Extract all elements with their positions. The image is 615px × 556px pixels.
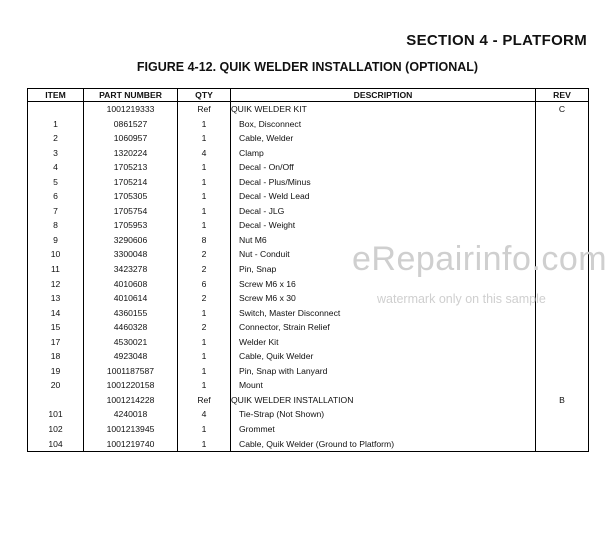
figure-title: FIGURE 4-12. QUIK WELDER INSTALLATION (OPTIONAL) [136, 60, 479, 74]
cell-description: QUIK WELDER KIT [231, 102, 536, 117]
cell-part-number: 1001220158 [84, 378, 178, 393]
cell-rev [536, 146, 589, 161]
cell-qty: 1 [178, 437, 231, 452]
cell-item: 8 [28, 218, 84, 233]
cell-description: Decal - JLG [231, 204, 536, 219]
cell-item: 12 [28, 277, 84, 292]
cell-item: 7 [28, 204, 84, 219]
table-row [28, 160, 589, 175]
cell-qty: 1 [178, 218, 231, 233]
cell-part-number: 4010608 [84, 277, 178, 292]
table-row [28, 175, 589, 190]
cell-item: 15 [28, 320, 84, 335]
cell-qty: 1 [178, 349, 231, 364]
cell-description: Mount [231, 378, 536, 393]
cell-rev [536, 160, 589, 175]
cell-qty: 1 [178, 160, 231, 175]
cell-part-number: 1705213 [84, 160, 178, 175]
cell-part-number: 1001219333 [84, 102, 178, 117]
cell-rev [536, 204, 589, 219]
column-header-description: DESCRIPTION [231, 89, 536, 102]
cell-item: 5 [28, 175, 84, 190]
table-row [28, 364, 589, 379]
cell-item: 17 [28, 335, 84, 350]
cell-description: Cable, Quik Welder [231, 349, 536, 364]
cell-qty: Ref [178, 393, 231, 408]
cell-qty: 2 [178, 291, 231, 306]
cell-description: Clamp [231, 146, 536, 161]
column-header-qty: QTY [178, 89, 231, 102]
table-row [28, 320, 589, 335]
cell-item: 19 [28, 364, 84, 379]
cell-rev [536, 422, 589, 437]
cell-part-number: 1001187587 [84, 364, 178, 379]
cell-part-number: 1001219740 [84, 437, 178, 452]
cell-part-number: 4923048 [84, 349, 178, 364]
cell-item: 6 [28, 189, 84, 204]
cell-part-number: 1705214 [84, 175, 178, 190]
cell-rev [536, 437, 589, 452]
cell-rev [536, 175, 589, 190]
cell-rev [536, 117, 589, 132]
column-header-item: ITEM [28, 89, 84, 102]
cell-rev [536, 349, 589, 364]
cell-description: Screw M6 x 16 [231, 277, 536, 292]
cell-item: 20 [28, 378, 84, 393]
cell-qty: 1 [178, 306, 231, 321]
watermark-text: eRepairinfo.com [352, 240, 608, 278]
cell-item: 102 [28, 422, 84, 437]
cell-item: 4 [28, 160, 84, 175]
cell-rev [536, 320, 589, 335]
cell-description: Connector, Strain Relief [231, 320, 536, 335]
cell-description: Decal - Plus/Minus [231, 175, 536, 190]
cell-item: 10 [28, 247, 84, 262]
cell-qty: 1 [178, 364, 231, 379]
cell-part-number: 1001214228 [84, 393, 178, 408]
cell-part-number: 3423278 [84, 262, 178, 277]
cell-rev: C [536, 102, 589, 117]
table-row [28, 378, 589, 393]
table-row [28, 393, 589, 408]
cell-rev [536, 335, 589, 350]
table-header-row [28, 89, 589, 102]
cell-part-number: 1060957 [84, 131, 178, 146]
cell-part-number: 1320224 [84, 146, 178, 161]
table-row [28, 204, 589, 219]
cell-qty: 8 [178, 233, 231, 248]
cell-qty: 2 [178, 247, 231, 262]
section-title: SECTION 4 - PLATFORM [406, 32, 587, 49]
table-row [28, 117, 589, 132]
cell-rev [536, 378, 589, 393]
cell-part-number: 4240018 [84, 407, 178, 422]
cell-part-number: 4460328 [84, 320, 178, 335]
cell-item: 14 [28, 306, 84, 321]
column-header-part-number: PART NUMBER [84, 89, 178, 102]
cell-description: Tie-Strap (Not Shown) [231, 407, 536, 422]
cell-description: Switch, Master Disconnect [231, 306, 536, 321]
cell-qty: 2 [178, 262, 231, 277]
cell-item: 13 [28, 291, 84, 306]
cell-item: 11 [28, 262, 84, 277]
cell-item: 101 [28, 407, 84, 422]
cell-item: 3 [28, 146, 84, 161]
cell-item: 2 [28, 131, 84, 146]
cell-description: Cable, Quik Welder (Ground to Platform) [231, 437, 536, 452]
cell-qty: 1 [178, 378, 231, 393]
cell-description: Decal - Weight [231, 218, 536, 233]
table-row [28, 146, 589, 161]
cell-part-number: 3290606 [84, 233, 178, 248]
cell-item: 1 [28, 117, 84, 132]
cell-description: Box, Disconnect [231, 117, 536, 132]
cell-part-number: 4010614 [84, 291, 178, 306]
cell-description: Cable, Welder [231, 131, 536, 146]
cell-rev [536, 364, 589, 379]
cell-part-number: 4360155 [84, 306, 178, 321]
cell-qty: 1 [178, 422, 231, 437]
cell-qty: 1 [178, 189, 231, 204]
cell-description: Decal - Weld Lead [231, 189, 536, 204]
cell-qty: 1 [178, 117, 231, 132]
table-row [28, 422, 589, 437]
cell-part-number: 1001213945 [84, 422, 178, 437]
cell-part-number: 1705754 [84, 204, 178, 219]
cell-description: Pin, Snap with Lanyard [231, 364, 536, 379]
cell-qty: 1 [178, 131, 231, 146]
table-row [28, 437, 589, 452]
cell-item: 18 [28, 349, 84, 364]
cell-part-number: 0861527 [84, 117, 178, 132]
cell-description: QUIK WELDER INSTALLATION [231, 393, 536, 408]
cell-description: Nut - Conduit [231, 247, 536, 262]
table-row [28, 102, 589, 117]
cell-item [28, 102, 84, 117]
cell-qty: 2 [178, 320, 231, 335]
table-row [28, 218, 589, 233]
cell-part-number: 3300048 [84, 247, 178, 262]
column-header-rev: REV [536, 89, 589, 102]
cell-rev [536, 306, 589, 321]
watermark-subtext: watermark only on this sample [377, 292, 546, 306]
cell-rev [536, 189, 589, 204]
table-row [28, 131, 589, 146]
cell-qty: 4 [178, 146, 231, 161]
cell-rev [536, 218, 589, 233]
cell-qty: 6 [178, 277, 231, 292]
cell-part-number: 1705953 [84, 218, 178, 233]
cell-item: 104 [28, 437, 84, 452]
cell-description: Screw M6 x 30 [231, 291, 536, 306]
cell-qty: 1 [178, 175, 231, 190]
cell-qty: 4 [178, 407, 231, 422]
cell-description: Welder Kit [231, 335, 536, 350]
table-row [28, 189, 589, 204]
table-row [28, 306, 589, 321]
cell-part-number: 1705305 [84, 189, 178, 204]
cell-part-number: 4530021 [84, 335, 178, 350]
cell-qty: 1 [178, 204, 231, 219]
cell-item: 9 [28, 233, 84, 248]
table-row [28, 349, 589, 364]
cell-rev [536, 407, 589, 422]
cell-description: Decal - On/Off [231, 160, 536, 175]
cell-rev: B [536, 393, 589, 408]
cell-description: Grommet [231, 422, 536, 437]
cell-description: Pin, Snap [231, 262, 536, 277]
cell-qty: Ref [178, 102, 231, 117]
cell-rev [536, 131, 589, 146]
cell-description: Nut M6 [231, 233, 536, 248]
cell-qty: 1 [178, 335, 231, 350]
table-row [28, 407, 589, 422]
cell-item [28, 393, 84, 408]
table-row [28, 335, 589, 350]
